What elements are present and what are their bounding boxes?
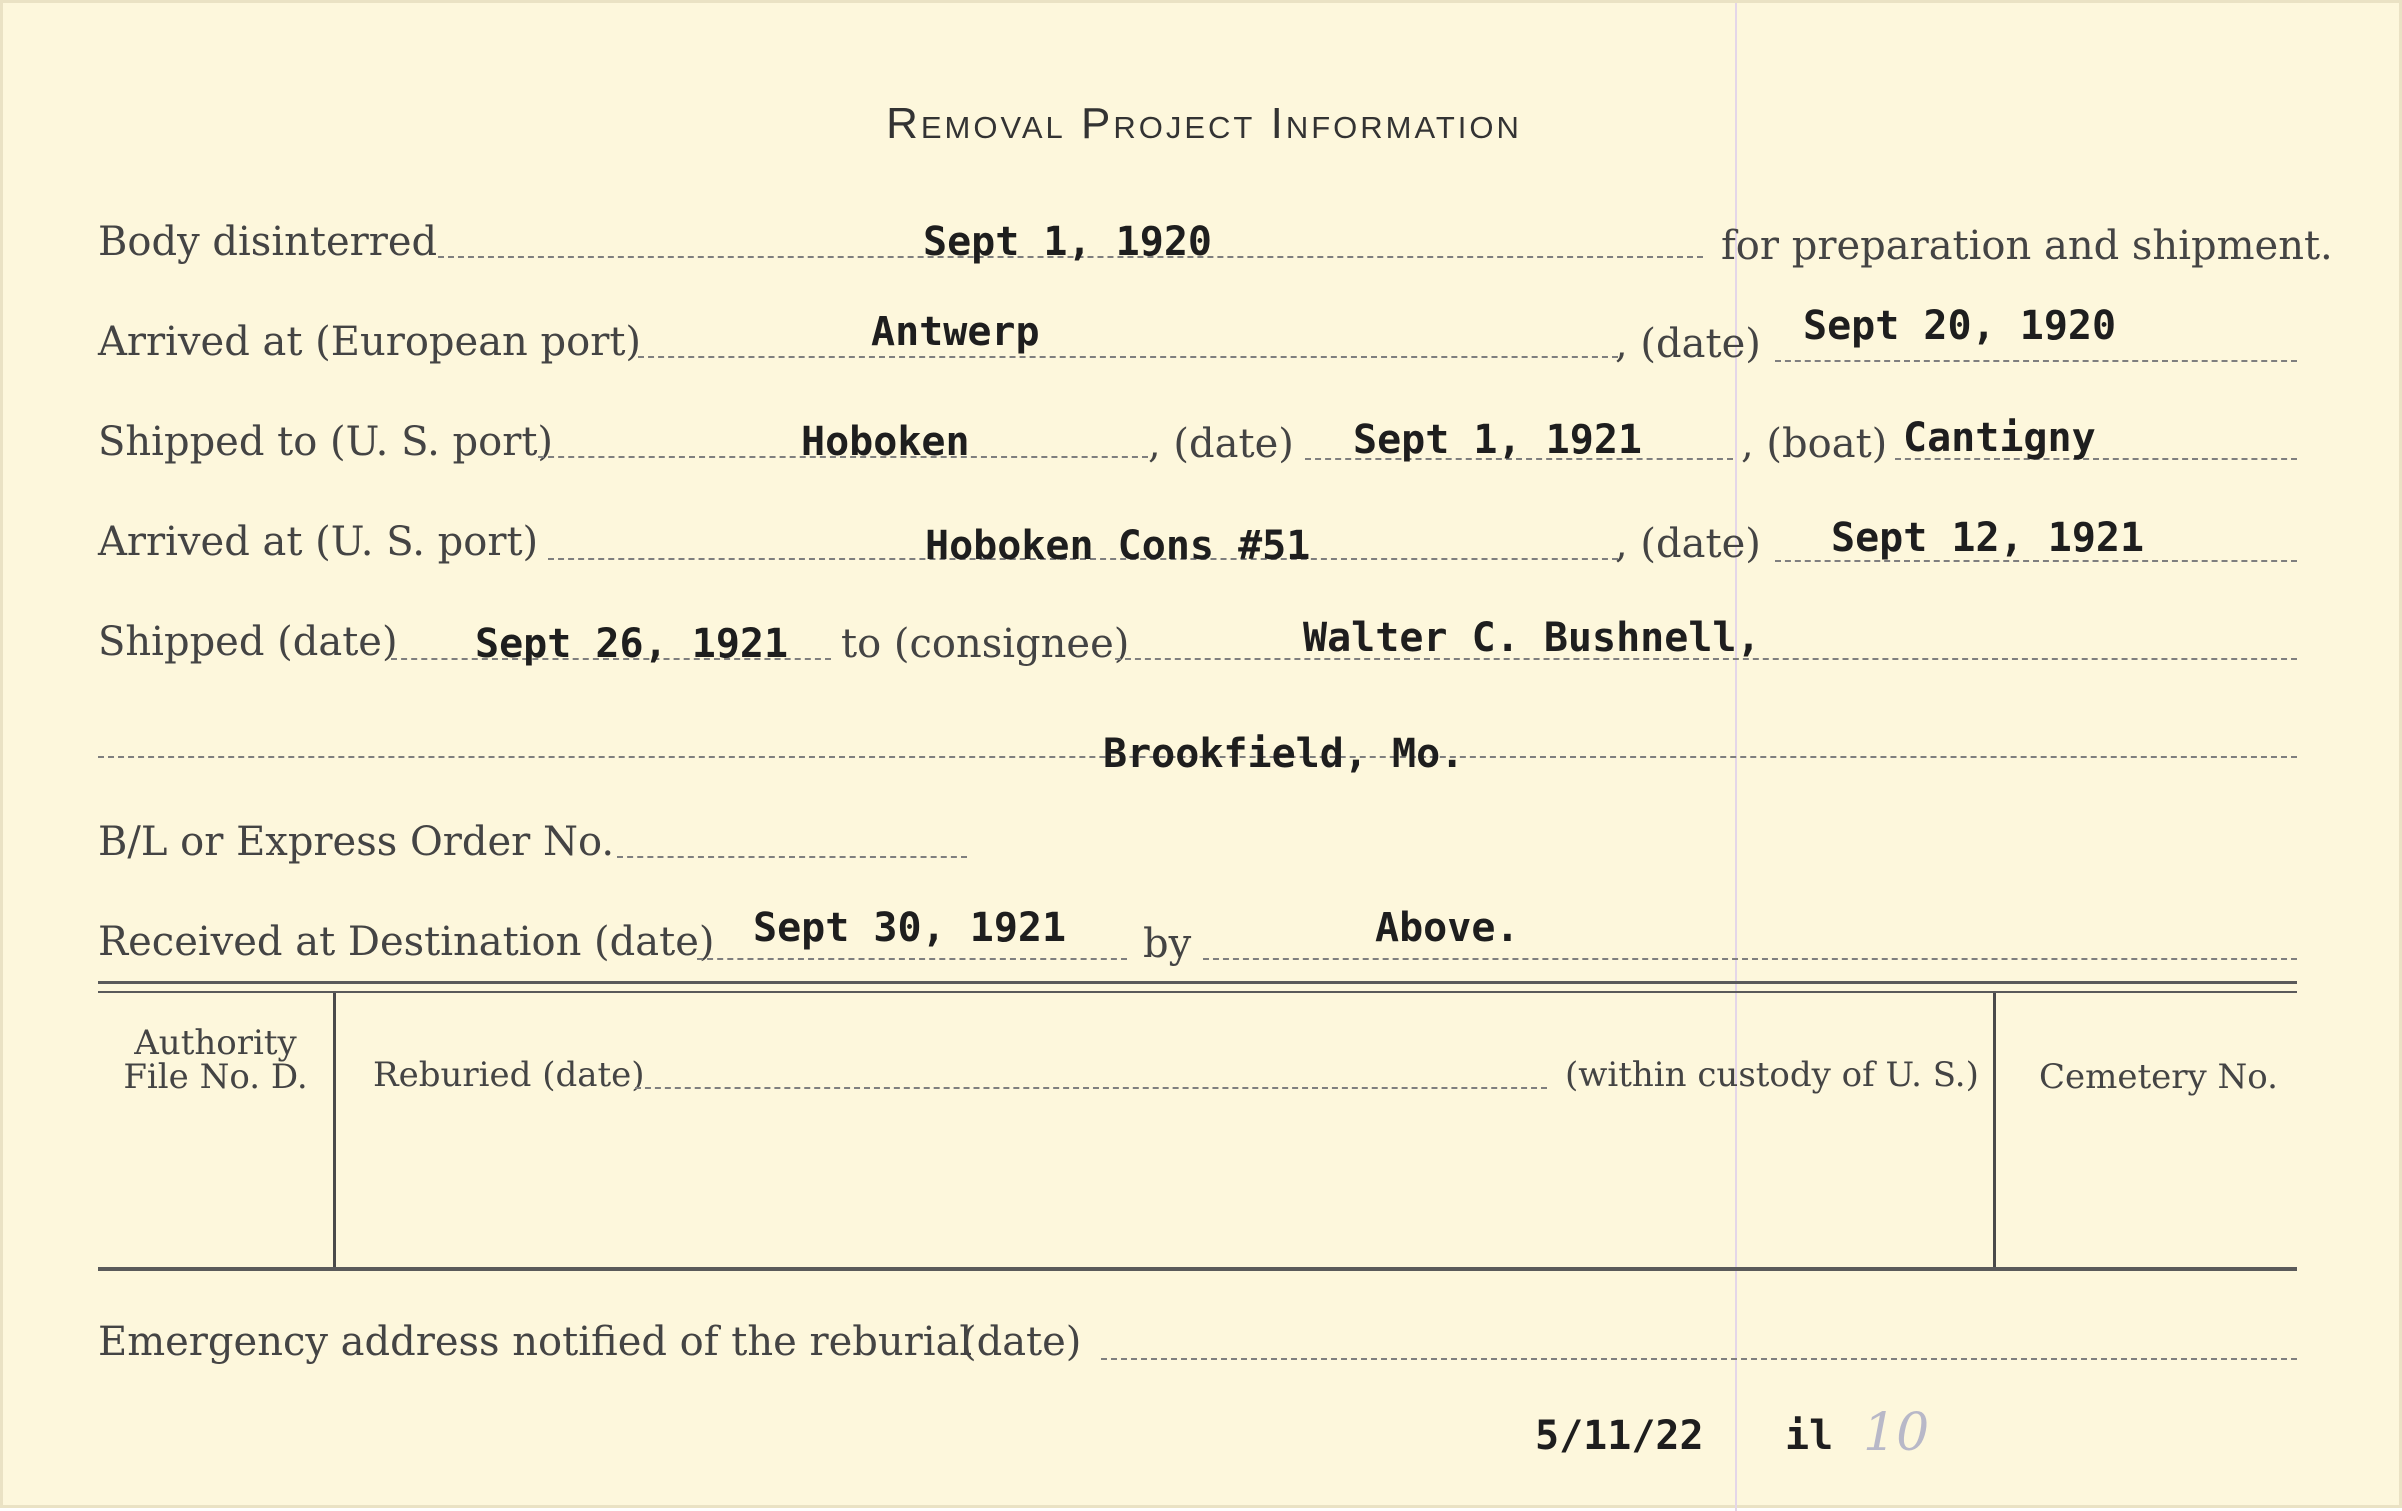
value-boat: Cantigny (1903, 415, 2096, 461)
value-eu-port: Antwerp (871, 309, 1040, 355)
label-authority: Authority (134, 1023, 297, 1063)
dotted-line (617, 856, 967, 858)
label-date: , (date) (1148, 421, 1294, 467)
value-stamp-date: 5/11/22 (1535, 1413, 1704, 1459)
value-us-port-arrived: Hoboken Cons #51 (925, 523, 1311, 569)
section-rule (98, 991, 2297, 993)
value-us-ship-date: Sept 1, 1921 (1353, 417, 1642, 463)
label-emergency: Emergency address notified of the reburial (98, 1319, 973, 1365)
handwritten-mark: 10 (1863, 1403, 1930, 1463)
value-disinterred-date: Sept 1, 1920 (923, 219, 1212, 265)
label-cemetery-no: Cemetery No. (2039, 1057, 2278, 1097)
value-shipped-date: Sept 26, 1921 (475, 621, 789, 667)
label-shipped-date: Shipped (date) (98, 619, 398, 665)
label-file-no: File No. D. (123, 1057, 308, 1097)
label-within-custody: (within custody of U. S.) (1565, 1055, 1979, 1095)
value-us-arrival-date: Sept 12, 1921 (1831, 515, 2145, 561)
label-by: by (1143, 921, 1192, 967)
label-arrived-us-port: Arrived at (U. S. port) (98, 519, 539, 565)
label-bl-order: B/L or Express Order No. (98, 819, 615, 865)
label-received-destination: Received at Destination (date) (98, 919, 715, 965)
dotted-line (697, 958, 1127, 960)
label-boat: , (boat) (1741, 421, 1888, 467)
column-divider (1993, 993, 1996, 1267)
label-reburied: Reburied (date) (373, 1055, 645, 1095)
label-date: (date) (961, 1319, 1082, 1365)
value-consignee-city: Brookfield, Mo. (1103, 731, 1465, 777)
value-us-port-shipped: Hoboken (801, 419, 970, 465)
label-to-consignee: to (consignee) (841, 621, 1130, 667)
label-arrived-eu-port: Arrived at (European port) (98, 319, 642, 365)
value-eu-arrival-date: Sept 20, 1920 (1803, 303, 2117, 349)
column-divider (333, 993, 336, 1267)
label-date: , (date) (1615, 321, 1761, 367)
dotted-line (1203, 958, 2297, 960)
label-shipped-to-us: Shipped to (U. S. port) (98, 419, 553, 465)
dotted-line (635, 1087, 1547, 1089)
dotted-line (1775, 360, 2297, 362)
label-date: , (date) (1615, 521, 1761, 567)
value-received-date: Sept 30, 1921 (753, 905, 1067, 951)
value-received-by: Above. (1375, 905, 1520, 951)
dotted-line (1101, 1358, 2297, 1360)
label-for-preparation: for preparation and shipment. (1721, 223, 2333, 269)
label-body-disinterred: Body disinterred (98, 219, 438, 265)
form-title: Removal Project Information (886, 99, 1522, 148)
section-rule (98, 1267, 2297, 1271)
value-stamp-initials: il (1785, 1413, 1834, 1459)
dotted-line (638, 356, 1618, 358)
section-rule (98, 981, 2297, 984)
value-consignee: Walter C. Bushnell, (1303, 615, 1761, 661)
